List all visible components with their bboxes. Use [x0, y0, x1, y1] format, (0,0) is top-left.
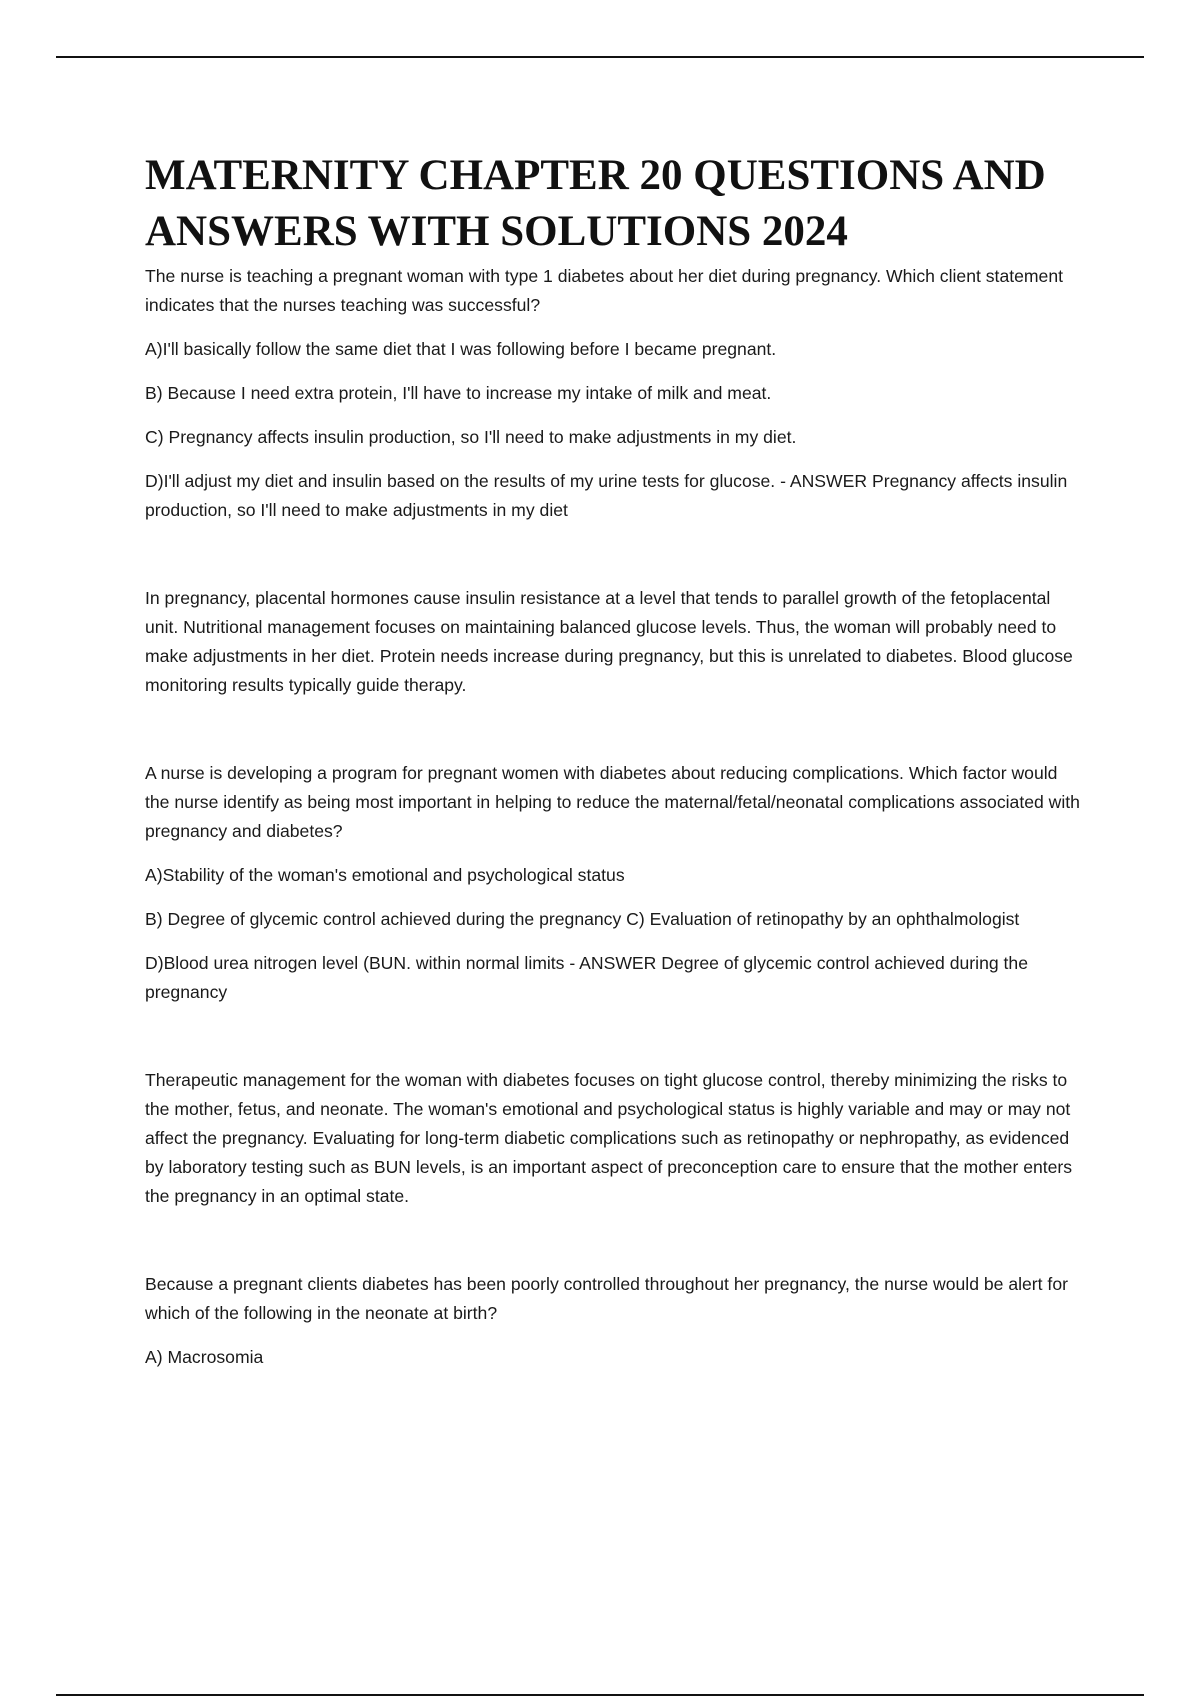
question-2-stem: A nurse is developing a program for pregnant women with diabetes about reducing complications. Which factor would the nurse identify as being most important in helping to reduce the maternal/fetal/neonatal complications associated with pregnancy and diabetes? [145, 763, 1080, 841]
question-1-stem: The nurse is teaching a pregnant woman with type 1 diabetes about her diet during pregnancy. Which client statement indicates that the nurses teaching was successful? [145, 266, 1064, 315]
document-page [145, 148, 1085, 1387]
question-2-option-b-c: B) Degree of glycemic control achieved during the pregnancy C) Evaluation of retinopathy by an ophthalmologist [145, 909, 1020, 929]
bottom-rule [56, 1694, 1144, 1696]
question-1-option-d-answer: D)I'll adjust my diet and insulin based on the results of my urine tests for glucose. - ANSWER Pregnancy affects insulin production, so I'll need to make adjustments in my diet [145, 471, 1068, 520]
question-2-rationale: Therapeutic management for the woman with diabetes focuses on tight glucose control, thereby minimizing the risks to the mother, fetus, and neonate. The woman's emotional and psychological status is highly variable and may or may not affect the pregnancy. Evaluating for long-term diabetic complications such as retinopathy or nephropathy, as evidenced by laboratory testing such as BUN levels, is an important aspect of preconception care to ensure that the mother enters the pregnancy in an optimal state. [145, 1070, 1073, 1206]
question-1-option-a: A)I'll basically follow the same diet that I was following before I became pregnant. [145, 339, 777, 359]
question-2-option-d-answer: D)Blood urea nitrogen level (BUN. within normal limits - ANSWER Degree of glycemic control achieved during the pregnancy [145, 953, 1028, 1002]
question-1-option-b: B) Because I need extra protein, I'll have to increase my intake of milk and meat. [145, 383, 772, 403]
spacer [145, 715, 1085, 759]
question-3-option-a: A) Macrosomia [145, 1347, 264, 1367]
question-1-rationale: In pregnancy, placental hormones cause insulin resistance at a level that tends to parallel growth of the fetoplacental unit. Nutritional management focuses on maintaining balanced glucose levels. Thus, the woman will probably need to make adjustments in her diet. Protein needs increase during pregnancy, but this is unrelated to diabetes. Blood glucose monitoring results typically guide therapy. [145, 588, 1073, 695]
question-3-stem: Because a pregnant clients diabetes has been poorly controlled throughout her pregnancy, the nurse would be alert for which of the following in the neonate at birth? [145, 1274, 1068, 1323]
document-title: MATERNITY CHAPTER 20 QUESTIONS AND ANSWERS WITH SOLUTIONS 2024 [145, 152, 1046, 255]
question-1-option-c: C) Pregnancy affects insulin production, so I'll need to make adjustments in my diet. [145, 427, 797, 447]
spacer [145, 1022, 1085, 1066]
question-2-option-a: A)Stability of the woman's emotional and psychological status [145, 865, 625, 885]
spacer [145, 540, 1085, 584]
top-rule [56, 56, 1144, 58]
spacer [145, 1226, 1085, 1270]
